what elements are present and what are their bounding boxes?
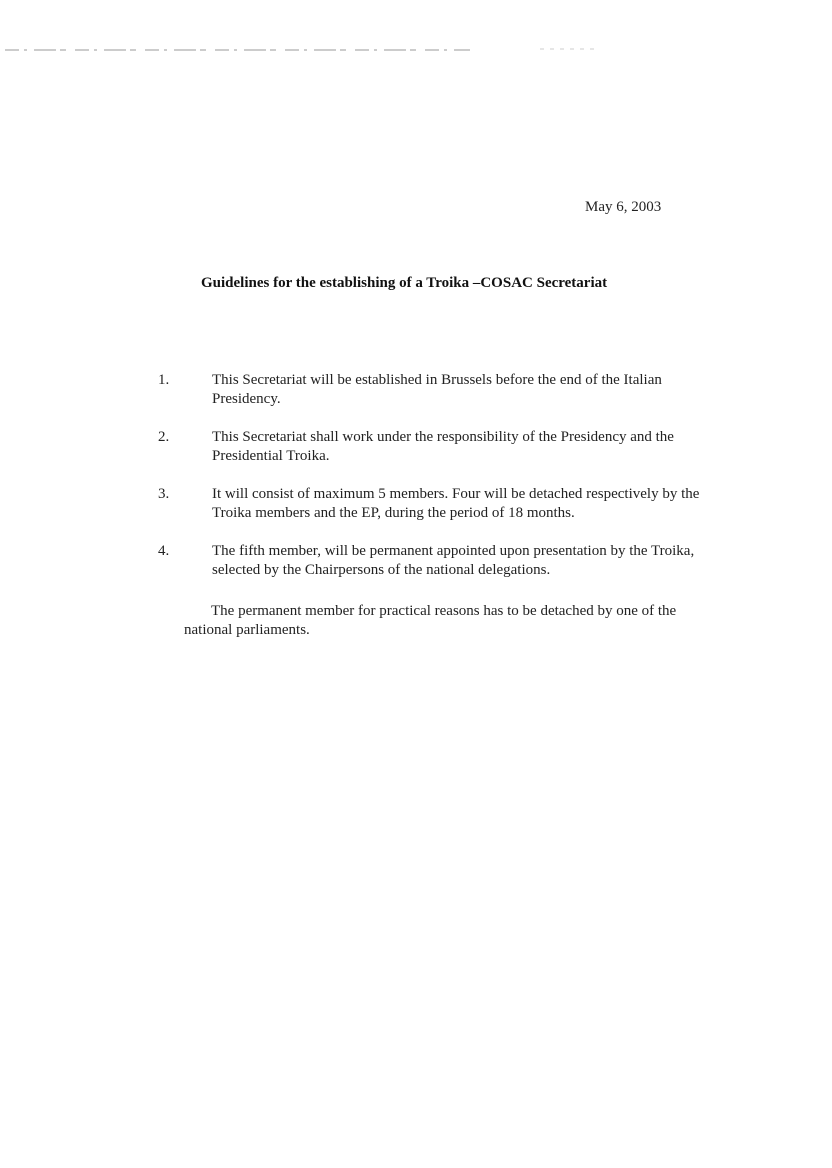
list-item: [158, 542, 718, 580]
list-item-text: It will consist of maximum 5 members. Four will be detached respectively by the Troika members and the EP, during the period of 18 months.: [212, 486, 700, 521]
scan-artifact-line: [0, 47, 832, 53]
closing-paragraph: The permanent member for practical reasons has to be detached by one of the national parliaments.: [184, 603, 677, 638]
guidelines-list: [158, 371, 718, 599]
list-item-number: 1.: [158, 372, 170, 388]
list-item: [158, 428, 718, 466]
list-item: [158, 371, 718, 409]
list-item-number: 3.: [158, 486, 170, 502]
list-item-number: 4.: [158, 543, 170, 559]
list-item-text: This Secretariat will be established in Brussels before the end of the Italian Presidency.: [212, 372, 662, 407]
list-item-text: The fifth member, will be permanent appointed upon presentation by the Troika, selected by the Chairpersons of the national delegations.: [212, 543, 695, 578]
list-item: [158, 485, 718, 523]
list-item-number: 2.: [158, 429, 170, 445]
document-title: Guidelines for the establishing of a Troika –COSAC Secretariat: [201, 275, 608, 291]
list-item-text: This Secretariat shall work under the responsibility of the Presidency and the Presidential Troika.: [212, 429, 674, 464]
document-date: May 6, 2003: [585, 199, 662, 215]
